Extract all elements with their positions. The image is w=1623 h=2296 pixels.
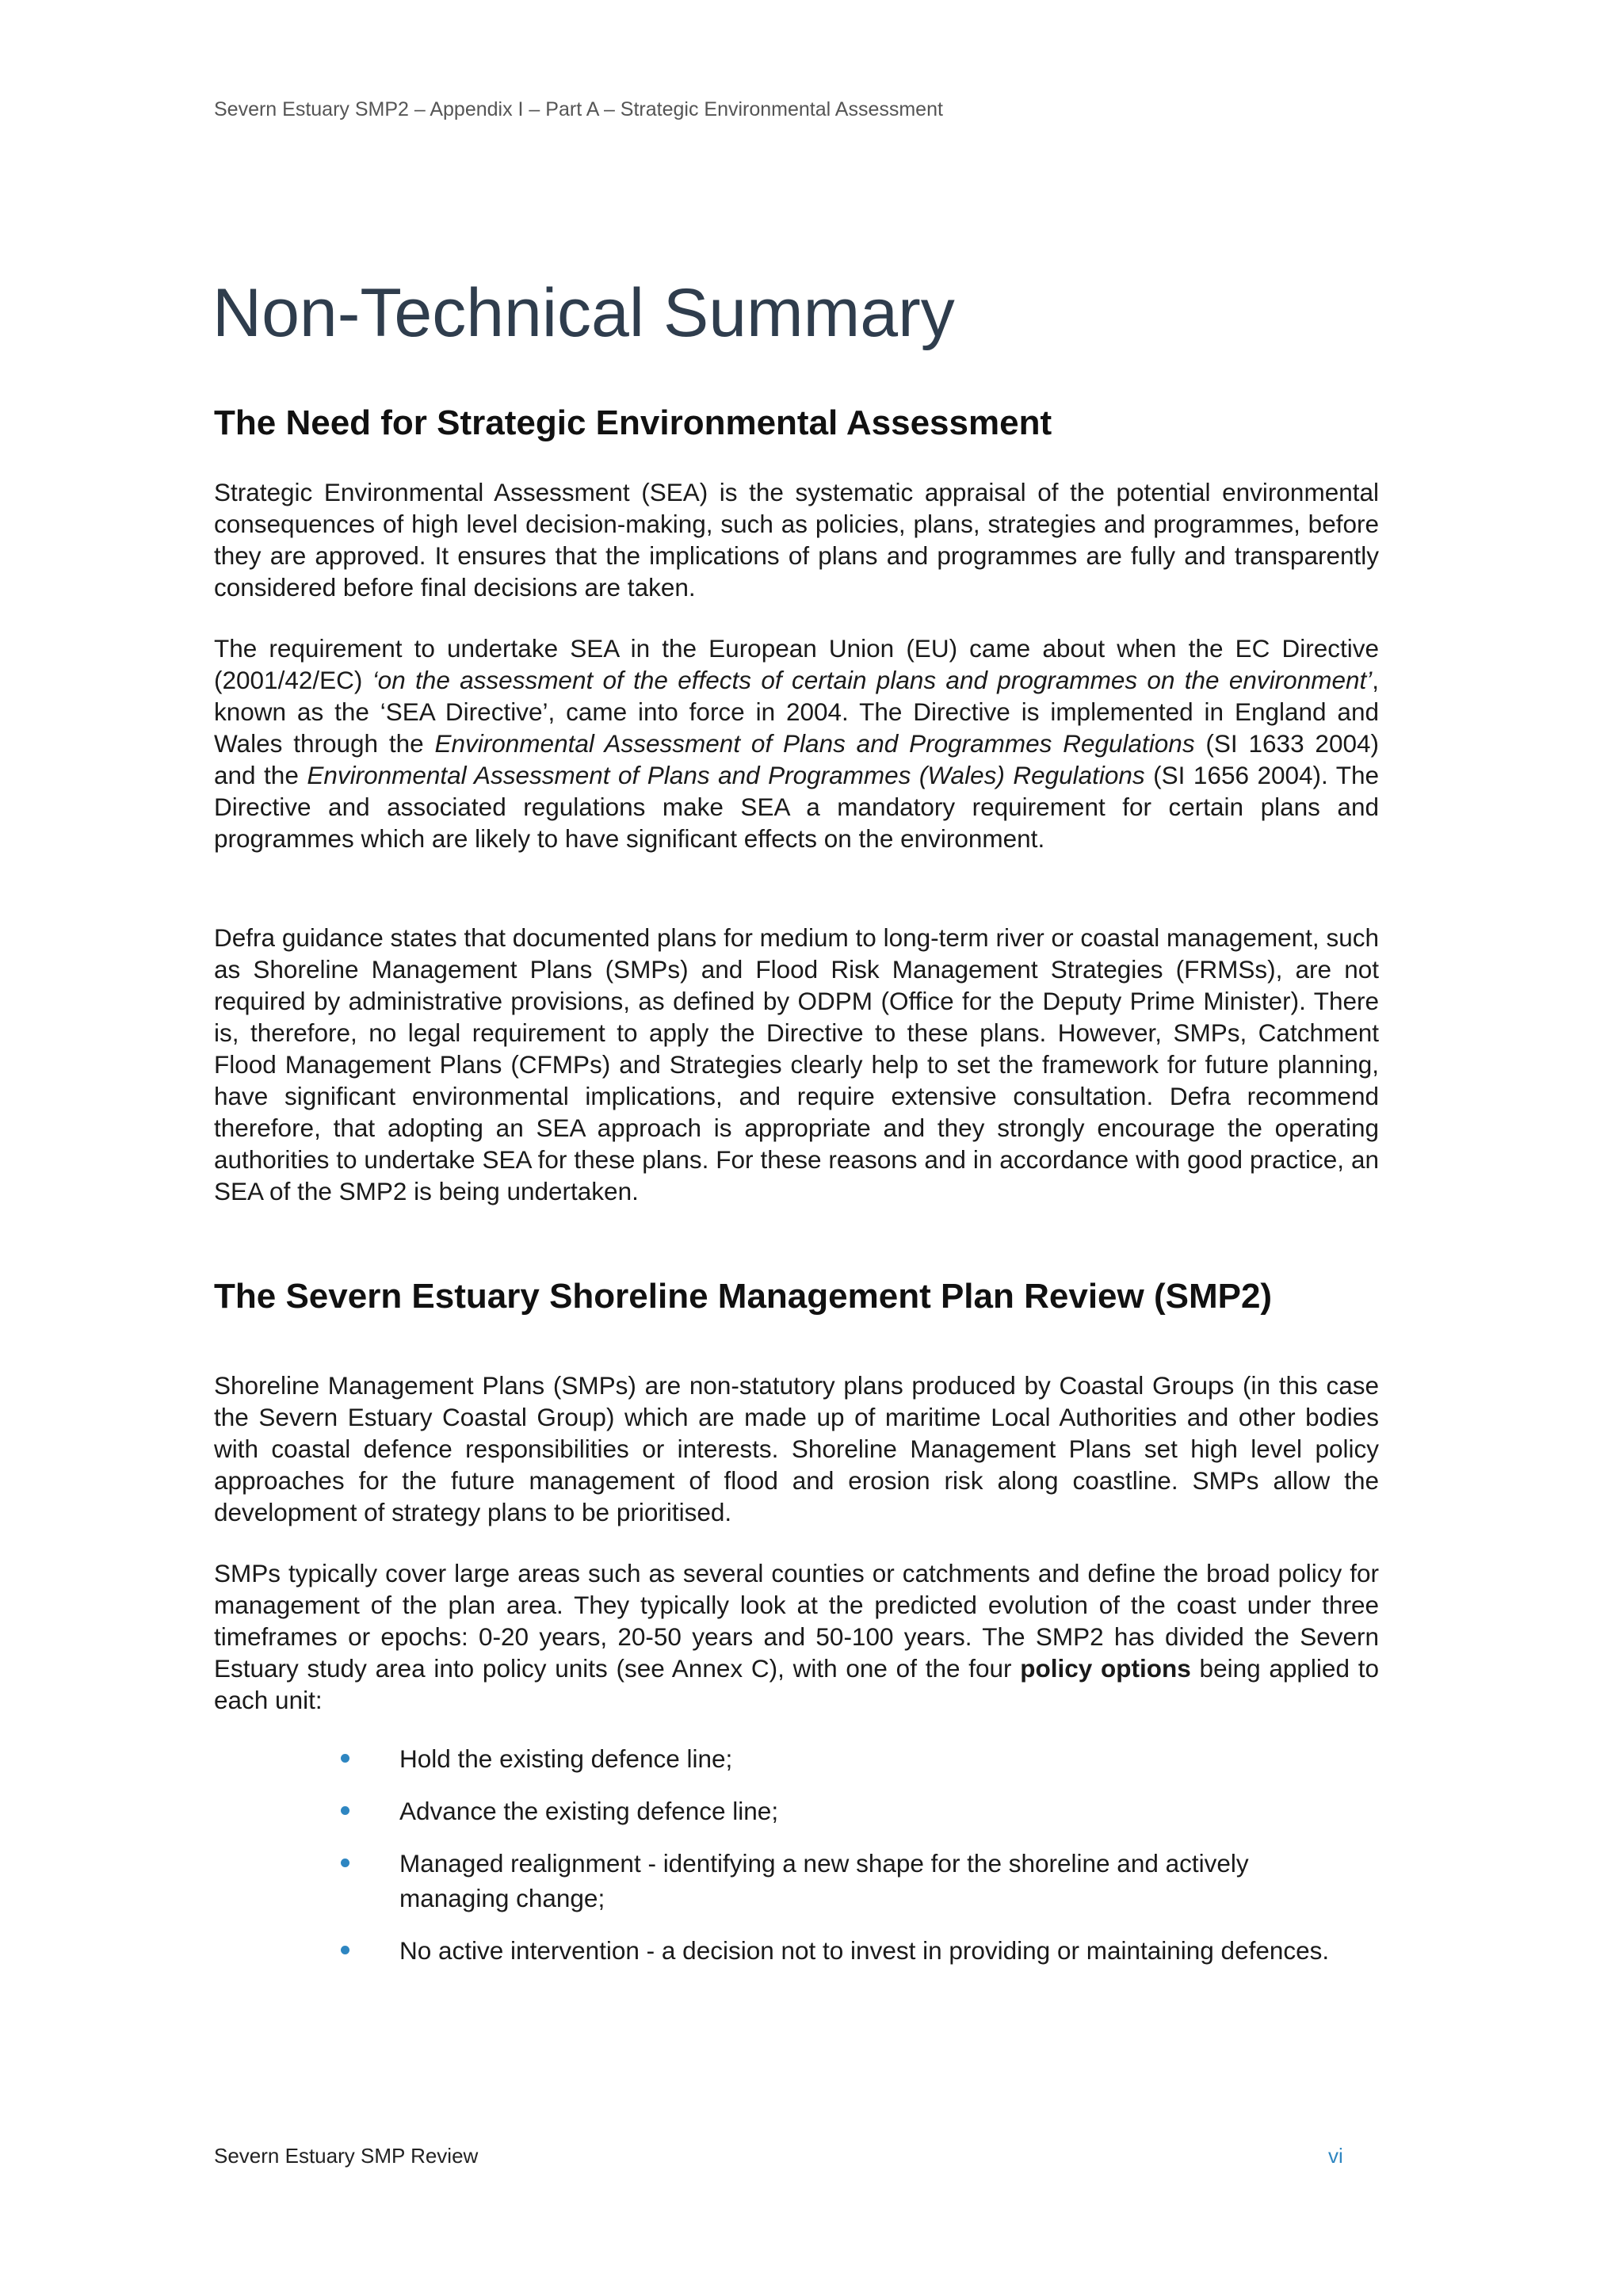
list-item-text: Hold the existing defence line; xyxy=(399,1744,733,1773)
text-run: , known as the ‘SEA Directive’, came into force in 2004. The Directive is implemented in England and Wales through the xyxy=(214,666,1380,758)
footer-document-name: Severn Estuary SMP Review xyxy=(214,2144,479,2168)
paragraph-sea-directive xyxy=(214,632,1379,854)
footer-page-number: vi xyxy=(1328,2144,1343,2168)
list-item xyxy=(214,1794,1379,1828)
policy-options-list xyxy=(214,1741,1379,1985)
list-item xyxy=(214,1933,1379,1968)
text-run: (SI 1633 2004) and the xyxy=(214,729,1379,789)
italic-regulations-england: Environmental Assessment of Plans and Programmes Regulations xyxy=(434,729,1195,758)
paragraph-sea-definition: Strategic Environmental Assessment (SEA) is the systematic appraisal of the potential environmental consequences of high level decision-making, such as policies, plans, strategies and programmes, before they are approved. It ensures that the implications of plans and programmes are fully and transparently considered before final decisions are taken. xyxy=(214,478,1379,602)
list-item xyxy=(214,1846,1379,1916)
bullet-icon xyxy=(341,1859,349,1867)
paragraph-smp-policy xyxy=(214,1557,1379,1716)
bullet-icon xyxy=(341,1946,349,1954)
italic-directive-title: ‘on the assessment of the effects of certain plans and programmes on the environment’ xyxy=(372,666,1373,694)
list-item xyxy=(214,1741,1379,1776)
text-run: The requirement to undertake SEA in the European Union (EU) came about when the EC Directive (2001/42/EC) xyxy=(214,634,1379,694)
bold-policy-options: policy options xyxy=(1020,1654,1191,1683)
list-item-text: Managed realignment - identifying a new shape for the shoreline and actively managing change; xyxy=(399,1849,1249,1912)
italic-regulations-wales: Environmental Assessment of Plans and Programmes (Wales) Regulations xyxy=(307,761,1145,789)
paragraph-smp-definition: Shoreline Management Plans (SMPs) are non-statutory plans produced by Coastal Groups (in this case the Severn Estuary Coastal Group) which are made up of maritime Local Authorities and other bodies with coastal defence responsibilities or interests. Shoreline Management Plans set high level policy approaches for the future management of flood and erosion risk along coastline. SMPs allow the development of strategy plans to be prioritised. xyxy=(214,1371,1379,1526)
section-heading-smp2: The Severn Estuary Shoreline Management Plan Review (SMP2) xyxy=(214,1277,1273,1316)
section-heading-need-for-sea: The Need for Strategic Environmental Assessment xyxy=(214,403,1052,442)
paragraph-defra-guidance: Defra guidance states that documented plans for medium to long-term river or coastal management, such as Shoreline Management Plans (SMPs) and Flood Risk Management Strategies (FRMSs), are not required by administrative provisions, as defined by ODPM (Office for the Deputy Prime Minister). There is, therefore, no legal requirement to apply the Directive to these plans. However, SMPs, Catchment Flood Management Plans (CFMPs) and Strategies clearly help to set the framework for future planning, have significant environmental implications, and require extensive consultation. Defra recommend therefore, that adopting an SEA approach is appropriate and they strongly encourage the operating authorities to undertake SEA for these plans. For these reasons and in accordance with good practice, an SEA of the SMP2 is being undertaken. xyxy=(214,923,1379,1205)
bullet-icon xyxy=(341,1754,349,1763)
list-item-text: Advance the existing defence line; xyxy=(399,1797,779,1825)
list-item-text: No active intervention - a decision not to invest in providing or maintaining defences. xyxy=(399,1936,1330,1965)
bullet-icon xyxy=(341,1806,349,1815)
text-run: being applied to each unit: xyxy=(214,1654,1379,1714)
page-title: Non-Technical Summary xyxy=(212,275,955,351)
running-header: Severn Estuary SMP2 – Appendix I – Part A – Strategic Environmental Assessment xyxy=(214,98,943,120)
text-run: (SI 1656 2004). The Directive and associated regulations make SEA a mandatory requirement for certain plans and programmes which are likely to have significant effects on the environment. xyxy=(214,761,1379,853)
text-run: SMPs typically cover large areas such as several counties or catchments and define the broad policy for management of the plan area. They typically look at the predicted evolution of the coast under three timeframes or epochs: 0-20 years, 20-50 years and 50-100 years. The SMP2 has divided the Severn Estuary study area into policy units (see Annex C), with one of the four xyxy=(214,1559,1379,1683)
